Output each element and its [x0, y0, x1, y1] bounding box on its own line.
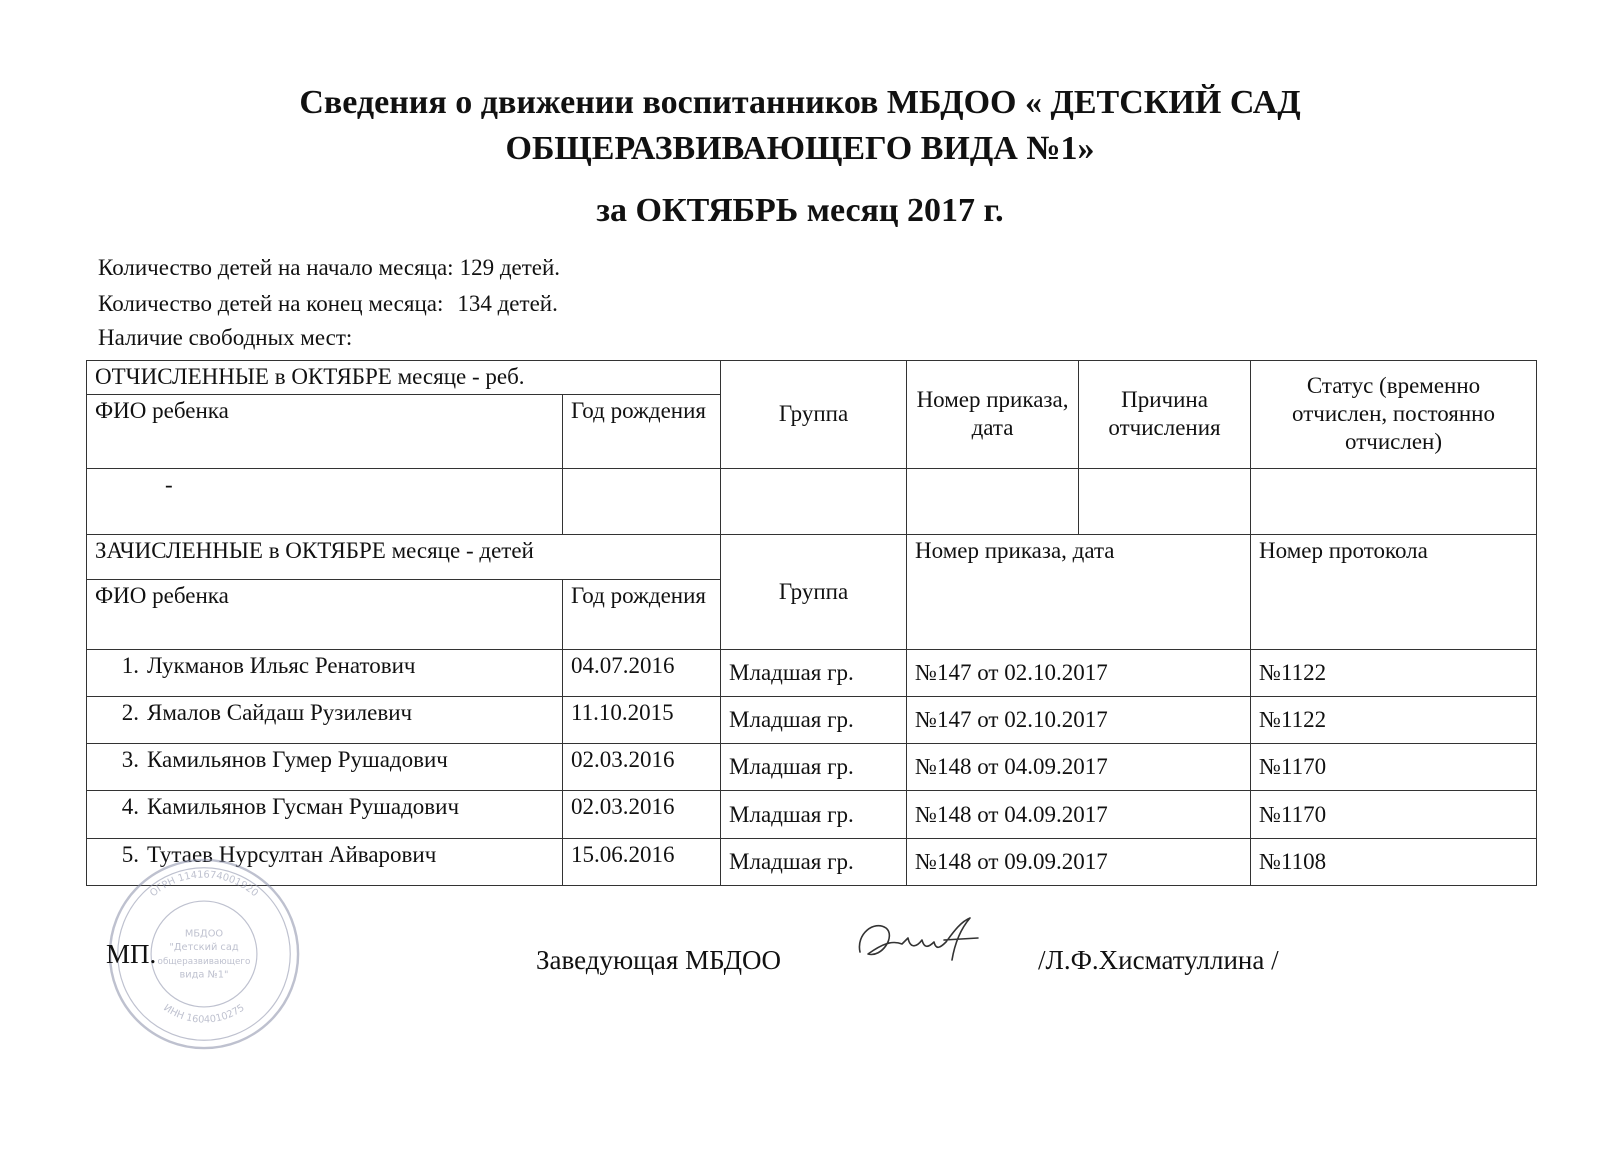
children-start-label: Количество детей на начало месяца: — [98, 255, 454, 280]
table-row — [87, 649, 1537, 696]
enrolled-col-protocol: Номер протокола — [1251, 534, 1537, 649]
stamp-inn: ИНН 1604010275 — [161, 1002, 247, 1026]
enrolled-col-birth: Год рождения — [563, 579, 721, 649]
birth-date: 04.07.2016 — [563, 649, 721, 696]
order-number: №147 от 02.10.2017 — [907, 649, 1251, 696]
head-name: /Л.Ф.Хисматуллина / — [1038, 945, 1279, 975]
children-start-line — [98, 254, 560, 282]
child-name: Лукманов Ильяс Ренатович — [147, 652, 416, 678]
birth-date: 02.03.2016 — [563, 744, 721, 791]
stamp-line3: общеразвивающего — [157, 956, 251, 967]
stamp-line4: вида №1" — [179, 969, 229, 981]
group-name: Младшая гр. — [721, 791, 907, 838]
expelled-empty-birth — [563, 468, 721, 534]
expelled-heading: ОТЧИСЛЕННЫЕ в ОКТЯБРЕ месяце - реб. — [87, 361, 721, 395]
group-name: Младшая гр. — [721, 649, 907, 696]
row-number: 3. — [121, 747, 139, 773]
child-name: Ямалов Сайдаш Рузилевич — [147, 699, 413, 725]
stamp-line1: МБДОО — [184, 928, 224, 940]
expelled-empty-status — [1251, 468, 1537, 534]
stamp-place-label: МП. — [106, 939, 157, 969]
protocol-number: №1122 — [1251, 696, 1537, 743]
document-title-line2: ОБЩЕРАЗВИВАЮЩЕГО ВИДА №1» — [505, 130, 1095, 167]
enrolled-col-order: Номер приказа, дата — [907, 534, 1251, 649]
expelled-col-birth: Год рождения — [563, 394, 721, 468]
expelled-empty-cell: - — [87, 468, 563, 534]
document-title-line1: Сведения о движении воспитанников МБДОО « ДЕТСКИЙ САД — [299, 84, 1301, 121]
children-end-line — [98, 290, 558, 318]
expelled-col-reason: Причина отчисления — [1079, 361, 1251, 469]
table-row — [87, 791, 1537, 838]
order-number: №147 от 02.10.2017 — [907, 696, 1251, 743]
enrolled-heading: ЗАЧИСЛЕННЫЕ в ОКТЯБРЕ месяце - детей — [87, 534, 721, 579]
birth-date: 11.10.2015 — [563, 696, 721, 743]
expelled-col-group: Группа — [721, 361, 907, 469]
group-name: Младшая гр. — [721, 744, 907, 791]
signature — [852, 914, 982, 966]
movement-table — [86, 360, 1537, 886]
expelled-col-name: ФИО ребенка — [87, 394, 563, 468]
row-number: 5. — [121, 841, 139, 867]
report-period: за ОКТЯБРЬ месяц 2017 г. — [596, 192, 1004, 229]
row-number: 1. — [121, 652, 139, 678]
svg-text:ИНН 1604010275 — [161, 1002, 246, 1025]
group-name: Младшая гр. — [721, 696, 907, 743]
table-row — [87, 696, 1537, 743]
child-name: Камильянов Гусман Рушадович — [147, 794, 460, 820]
expelled-col-status: Статус (временно отчислен, постоянно отчислен) — [1251, 361, 1537, 469]
head-title: Заведующая МБДОО — [536, 945, 781, 975]
order-number: №148 от 09.09.2017 — [907, 838, 1251, 885]
svg-text:ОГРН 1141674001920 — [148, 870, 260, 900]
vacancies-label: Наличие свободных мест: — [98, 325, 353, 350]
protocol-number: №1122 — [1251, 649, 1537, 696]
birth-date: 02.03.2016 — [563, 791, 721, 838]
expelled-empty-group — [721, 468, 907, 534]
protocol-number: №1170 — [1251, 744, 1537, 791]
order-number: №148 от 04.09.2017 — [907, 744, 1251, 791]
stamp-line2: "Детский сад — [169, 942, 239, 954]
enrolled-col-name: ФИО ребенка — [87, 579, 563, 649]
birth-date: 15.06.2016 — [563, 838, 721, 885]
order-number: №148 от 04.09.2017 — [907, 791, 1251, 838]
protocol-number: №1108 — [1251, 838, 1537, 885]
table-row — [87, 744, 1537, 791]
children-start-value: 129 детей. — [459, 255, 561, 280]
expelled-empty-reason — [1079, 468, 1251, 534]
protocol-number: №1170 — [1251, 791, 1537, 838]
row-number: 4. — [121, 794, 139, 820]
row-number: 2. — [121, 699, 139, 725]
group-name: Младшая гр. — [721, 838, 907, 885]
children-end-value: 134 детей. — [457, 291, 558, 316]
child-name: Тутаев Нурсултан Айварович — [147, 841, 437, 867]
table-row — [87, 838, 1537, 885]
expelled-empty-order — [907, 468, 1079, 534]
child-name: Камильянов Гумер Рушадович — [147, 747, 448, 773]
stamp-ogrn: ОГРН 1141674001920 — [148, 869, 260, 900]
expelled-col-order: Номер приказа, дата — [907, 361, 1079, 469]
enrolled-col-group: Группа — [721, 534, 907, 649]
children-end-label: Количество детей на конец месяца: — [98, 291, 444, 316]
